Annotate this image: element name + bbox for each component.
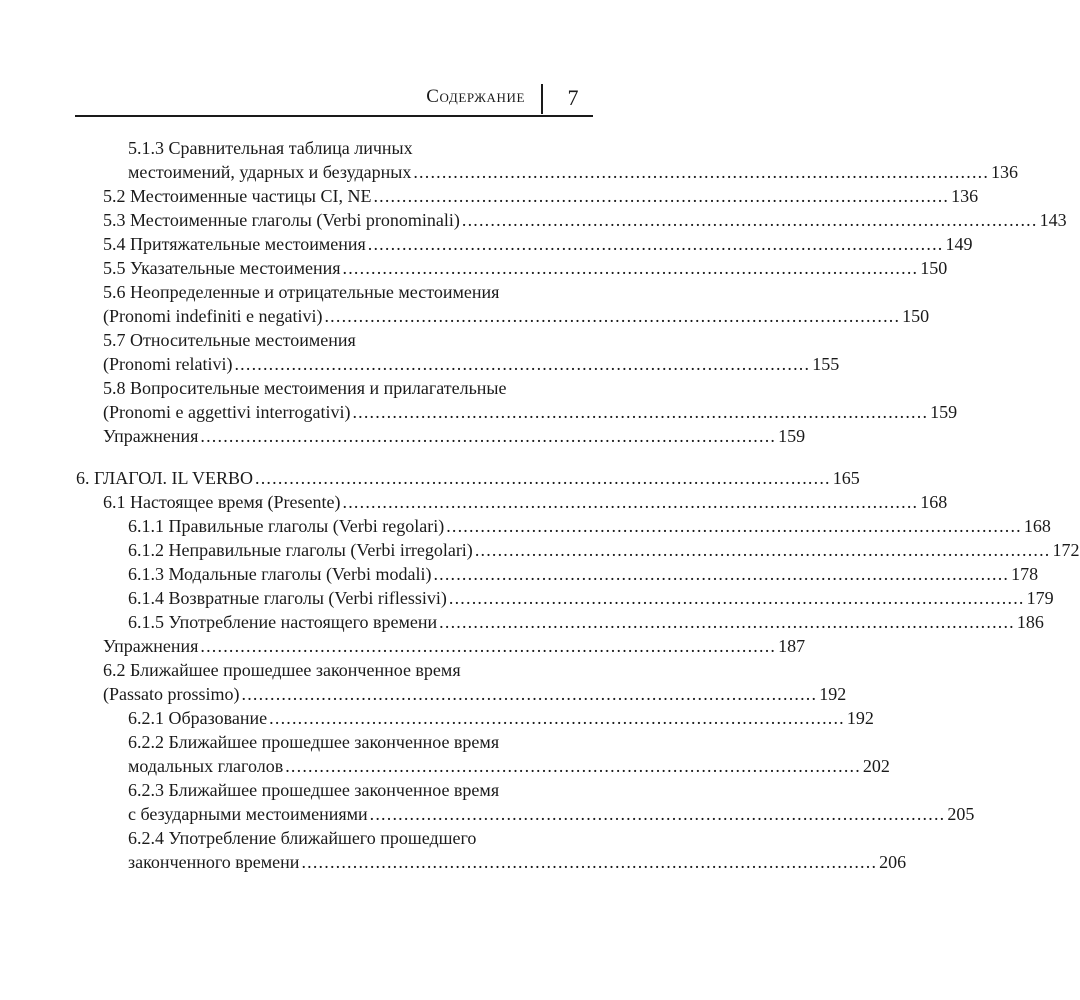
toc-line: 6.2 Ближайшее прошедшее законченное время <box>103 660 461 680</box>
toc-chapter-entry[interactable]: 6. ГЛАГОЛ. IL VERBO ..................................................................................................... 165 <box>76 468 860 488</box>
toc-entry[interactable]: с безударными местоимениями ..................................................................................................... 205 <box>128 804 975 824</box>
toc-entry[interactable]: (Pronomi indefiniti e negativi) ..................................................................................................... 150 <box>103 306 930 326</box>
toc-entry[interactable]: 6.1.3 Модальные глаголы (Verbi modali) ..................................................................................................... 178 <box>128 564 1039 584</box>
header-separator <box>541 84 543 114</box>
toc-entry[interactable]: 6.1.1 Правильные глаголы (Verbi regolari) ..................................................................................................... 168 <box>128 516 1051 536</box>
toc-line: 6.2.2 Ближайшее прошедшее законченное время <box>128 732 500 752</box>
toc-entry[interactable]: 6.2.1 Образование ..................................................................................................... 192 <box>128 708 874 728</box>
toc-entry[interactable]: Упражнения ..................................................................................................... 159 <box>103 426 806 446</box>
toc-entry[interactable]: Упражнения ..................................................................................................... 187 <box>103 636 806 656</box>
toc-entry[interactable]: 6.1.4 Возвратные глаголы (Verbi riflessivi) ..................................................................................................... 179 <box>128 588 1054 608</box>
toc-line: 5.7 Относительные местоимения <box>103 330 356 350</box>
page-number: 7 <box>567 85 579 110</box>
toc-entry[interactable]: 5.5 Указательные местоимения ..................................................................................................... 150 <box>103 258 948 278</box>
toc-entry[interactable]: 5.3 Местоименные глаголы (Verbi pronominali) ..................................................................................................... 143 <box>103 210 1067 230</box>
toc-line: 5.1.3 Сравнительная таблица личных <box>128 138 413 158</box>
header-rule <box>75 115 593 117</box>
toc-entry[interactable]: (Pronomi relativi) ..................................................................................................... 155 <box>103 354 840 374</box>
toc-entry[interactable]: местоимений, ударных и безударных ..................................................................................................... 136 <box>128 162 1019 182</box>
running-header-title: Содержание <box>426 86 525 107</box>
toc-entry[interactable]: законченного времени ..................................................................................................... 206 <box>128 852 907 872</box>
running-header <box>75 78 593 118</box>
toc-entry[interactable]: модальных глаголов ..................................................................................................... 202 <box>128 756 890 776</box>
toc-entry[interactable]: 5.4 Притяжательные местоимения ..................................................................................................... 149 <box>103 234 973 254</box>
toc-line: 6.2.4 Употребление ближайшего прошедшего <box>128 828 477 848</box>
toc-line: 5.8 Вопросительные местоимения и прилагательные <box>103 378 507 398</box>
toc-entry[interactable]: 5.2 Местоименные частицы CI, NE ..................................................................................................... 136 <box>103 186 979 206</box>
toc-entry[interactable]: 6.1 Настоящее время (Presente) ..................................................................................................... 168 <box>103 492 948 512</box>
toc-entry[interactable]: (Passato prossimo) ..................................................................................................... 192 <box>103 684 847 704</box>
toc-entry[interactable]: 6.1.5 Употребление настоящего времени ..................................................................................................... 186 <box>128 612 1044 632</box>
toc-line: 5.6 Неопределенные и отрицательные местоимения <box>103 282 500 302</box>
toc-entry[interactable]: (Pronomi e aggettivi interrogativi) ..................................................................................................... 159 <box>103 402 958 422</box>
toc-entry[interactable]: 6.1.2 Неправильные глаголы (Verbi irregolari) ..................................................................................................... 172 <box>128 540 1080 560</box>
toc-line: 6.2.3 Ближайшее прошедшее законченное время <box>128 780 500 800</box>
